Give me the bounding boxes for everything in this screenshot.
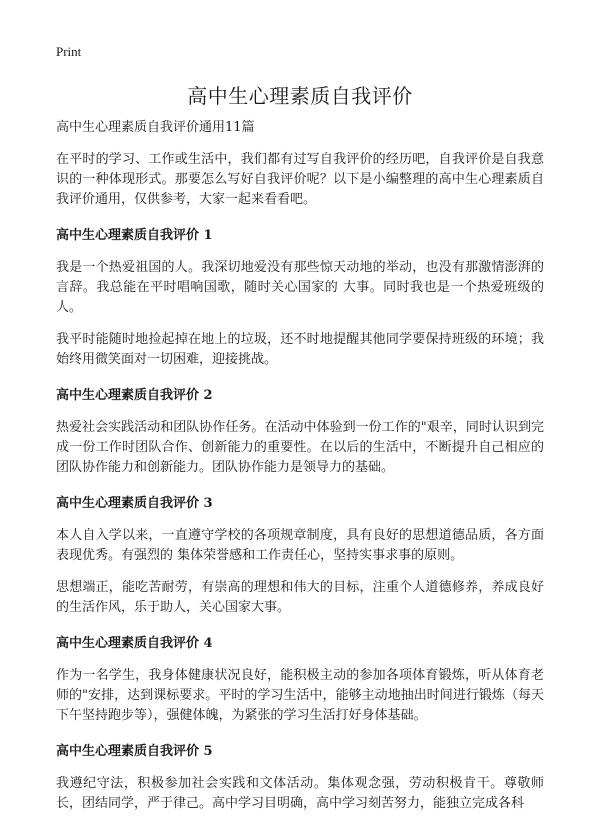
intro-paragraph: 在平时的学习、工作或生活中，我们都有过写自我评价的经历吧，自我评价是自我意识的一种体现形式。那要怎么写好自我评价呢？以下是小编整理的高中生心理素质自我评价通用，仅供参考，大家一起来看看吧。	[56, 152, 544, 207]
page-title: 高中生心理素质自我评价	[187, 84, 413, 108]
section-4-paragraph-1: 作为一名学生，我身体健康状况良好，能积极主动的参加各项体育锻炼，听从体育老师的"安排，达到课标要求。平时的学习生活中，能够主动地抽出时间进行锻炼（每天下午坚持跑步等），强健体魄，为紧张的学习生活打好身体基础。	[56, 668, 544, 723]
section-heading-2: 高中生心理素质自我评价 2	[56, 388, 213, 403]
section-2-paragraph-1: 热爱社会实践活动和团队协作任务。在活动中体验到一份工作的"艰辛，同时认识到完成一份工作时团队合作、创新能力的重要性。在以后的生活中，不断提升自己相应的团队协作能力和创新能力。团队协作能力是领导力的基础。	[56, 420, 544, 475]
section-heading-4: 高中生心理素质自我评价 4	[56, 636, 213, 651]
article-subtitle: 高中生心理素质自我评价通用11篇	[56, 120, 255, 135]
section-3-paragraph-2: 思想端正，能吃苦耐劳，有崇高的理想和伟大的目标，注重个人道德修养，养成良好的生活作风，乐于助人，关心国家大事。	[56, 580, 544, 615]
section-heading-1: 高中生心理素质自我评价 1	[56, 228, 213, 243]
article-body	[56, 118, 544, 826]
section-heading-3: 高中生心理素质自我评价 3	[56, 496, 213, 511]
section-5-paragraph-1: 我遵纪守法，积极参加社会实践和文体活动。集体观念强，劳动积极肯干。尊敬师长，团结同学，严于律己。高中学习目明确，高中学习刻苦努力，能独立完成各科	[56, 776, 544, 811]
section-heading-5: 高中生心理素质自我评价 5	[56, 744, 213, 759]
print-link[interactable]: Print	[56, 44, 82, 59]
section-3-paragraph-1: 本人自入学以来，一直遵守学校的各项规章制度，具有良好的思想道德品质，各方面表现优秀。有强烈的 集体荣誉感和工作责任心，坚持实事求事的原则。	[56, 528, 544, 563]
section-1-paragraph-1: 我是一个热爱祖国的人。我深切地爱没有那些惊天动地的举动，也没有那激情澎湃的言辞。我总能在平时唱响国歌，随时关心国家的 大事。同时我也是一个热爱班级的人。	[56, 260, 544, 315]
section-1-paragraph-2: 我平时能随时地捡起掉在地上的垃圾，还不时地提醒其他同学要保持班级的环境；我始终用微笑面对一切困难，迎接挑战。	[56, 332, 544, 367]
